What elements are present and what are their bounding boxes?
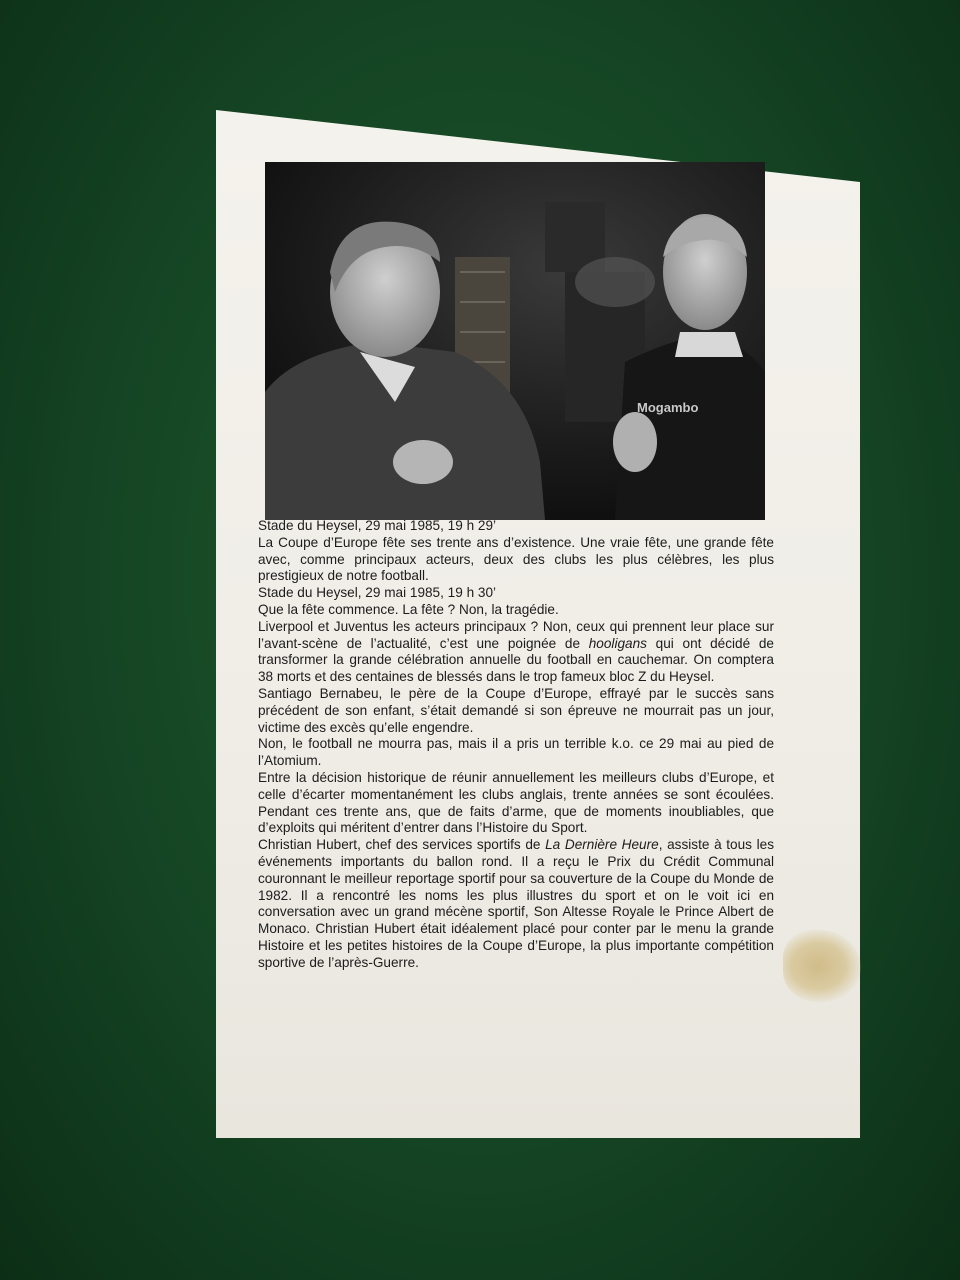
paragraph-9-part-a: Christian Hubert, chef des services sportifs de <box>258 837 546 853</box>
paragraph-2: La Coupe d’Europe fête ses trente ans d’existence. Une vraie fête, une grande fête avec, comme principaux acteurs, deux des clubs les plus célèbres, les plus prestigieux de notre football. <box>258 534 774 584</box>
paragraph-3: Stade du Heysel, 29 mai 1985, 19 h 30’ <box>258 585 497 601</box>
hooligans-term: hooligans <box>588 635 647 651</box>
back-cover-text <box>258 518 774 972</box>
paragraph-9 <box>258 837 774 971</box>
paragraph-5 <box>258 619 774 686</box>
photo-illustration <box>265 162 765 520</box>
newspaper-title: La Dernière Heure <box>545 837 659 853</box>
paragraph-7: Non, le football ne mourra pas, mais il a pris un terrible k.o. ce 29 mai au pied de l’Atomium. <box>258 736 774 769</box>
paragraph-8: Entre la décision historique de réunir annuellement les meilleurs clubs d’Europe, et celle d’écarter momentanément les clubs anglais, trente années se sont écoulées. Pendant ces trente ans, que de faits d’arme, que de moments inoubliables, que d’exploits qui méritent d’entrer dans l’Histoire du Sport. <box>258 769 774 836</box>
paragraph-6: Santiago Bernabeu, le père de la Coupe d’Europe, effrayé par le succès sans précédent de son enfant, s’était demandé si son épreuve ne mourrait pas un jour, victime des excès qu’elle engendre. <box>258 685 774 735</box>
paper-stain <box>783 930 861 1002</box>
paragraph-5-part-c: qui ont décidé de transformer la grande célébration annuelle du football en cauchemar. On comptera 38 morts et des centaines de blessés dans le trop fameux bloc Z du Heysel. <box>258 635 774 685</box>
cover-photo <box>265 162 765 520</box>
paragraph-4: Que la fête commence. La fête ? Non, la tragédie. <box>258 601 559 617</box>
paragraph-9-part-c: , assiste à tous les événements importants du ballon rond. Il a reçu le Prix du Crédit Communal couronnant le meilleur reportage sportif pour sa couverture de la Coupe du Monde de 1982. Il a rencontré les noms les plus illustres du sport et on le voit ici en conversation avec un grand mécène sportif, Son Altesse Royale le Prince Albert de Monaco. Christian Hubert était idéalement placé pour conter par le menu la grande Histoire et les petites histoires de la Coupe d’Europe, la plus importante compétition sportive de l’après-Guerre. <box>258 837 774 970</box>
shirt-logo: Mogambo <box>637 400 699 415</box>
paragraph-5-part-a: Liverpool et Juventus les acteurs principaux ? Non, ceux qui prennent leur place sur l’avant-scène de l’actualité, c’est une poignée de <box>258 618 774 651</box>
paragraph-1: Stade du Heysel, 29 mai 1985, 19 h 29’ <box>258 518 497 533</box>
